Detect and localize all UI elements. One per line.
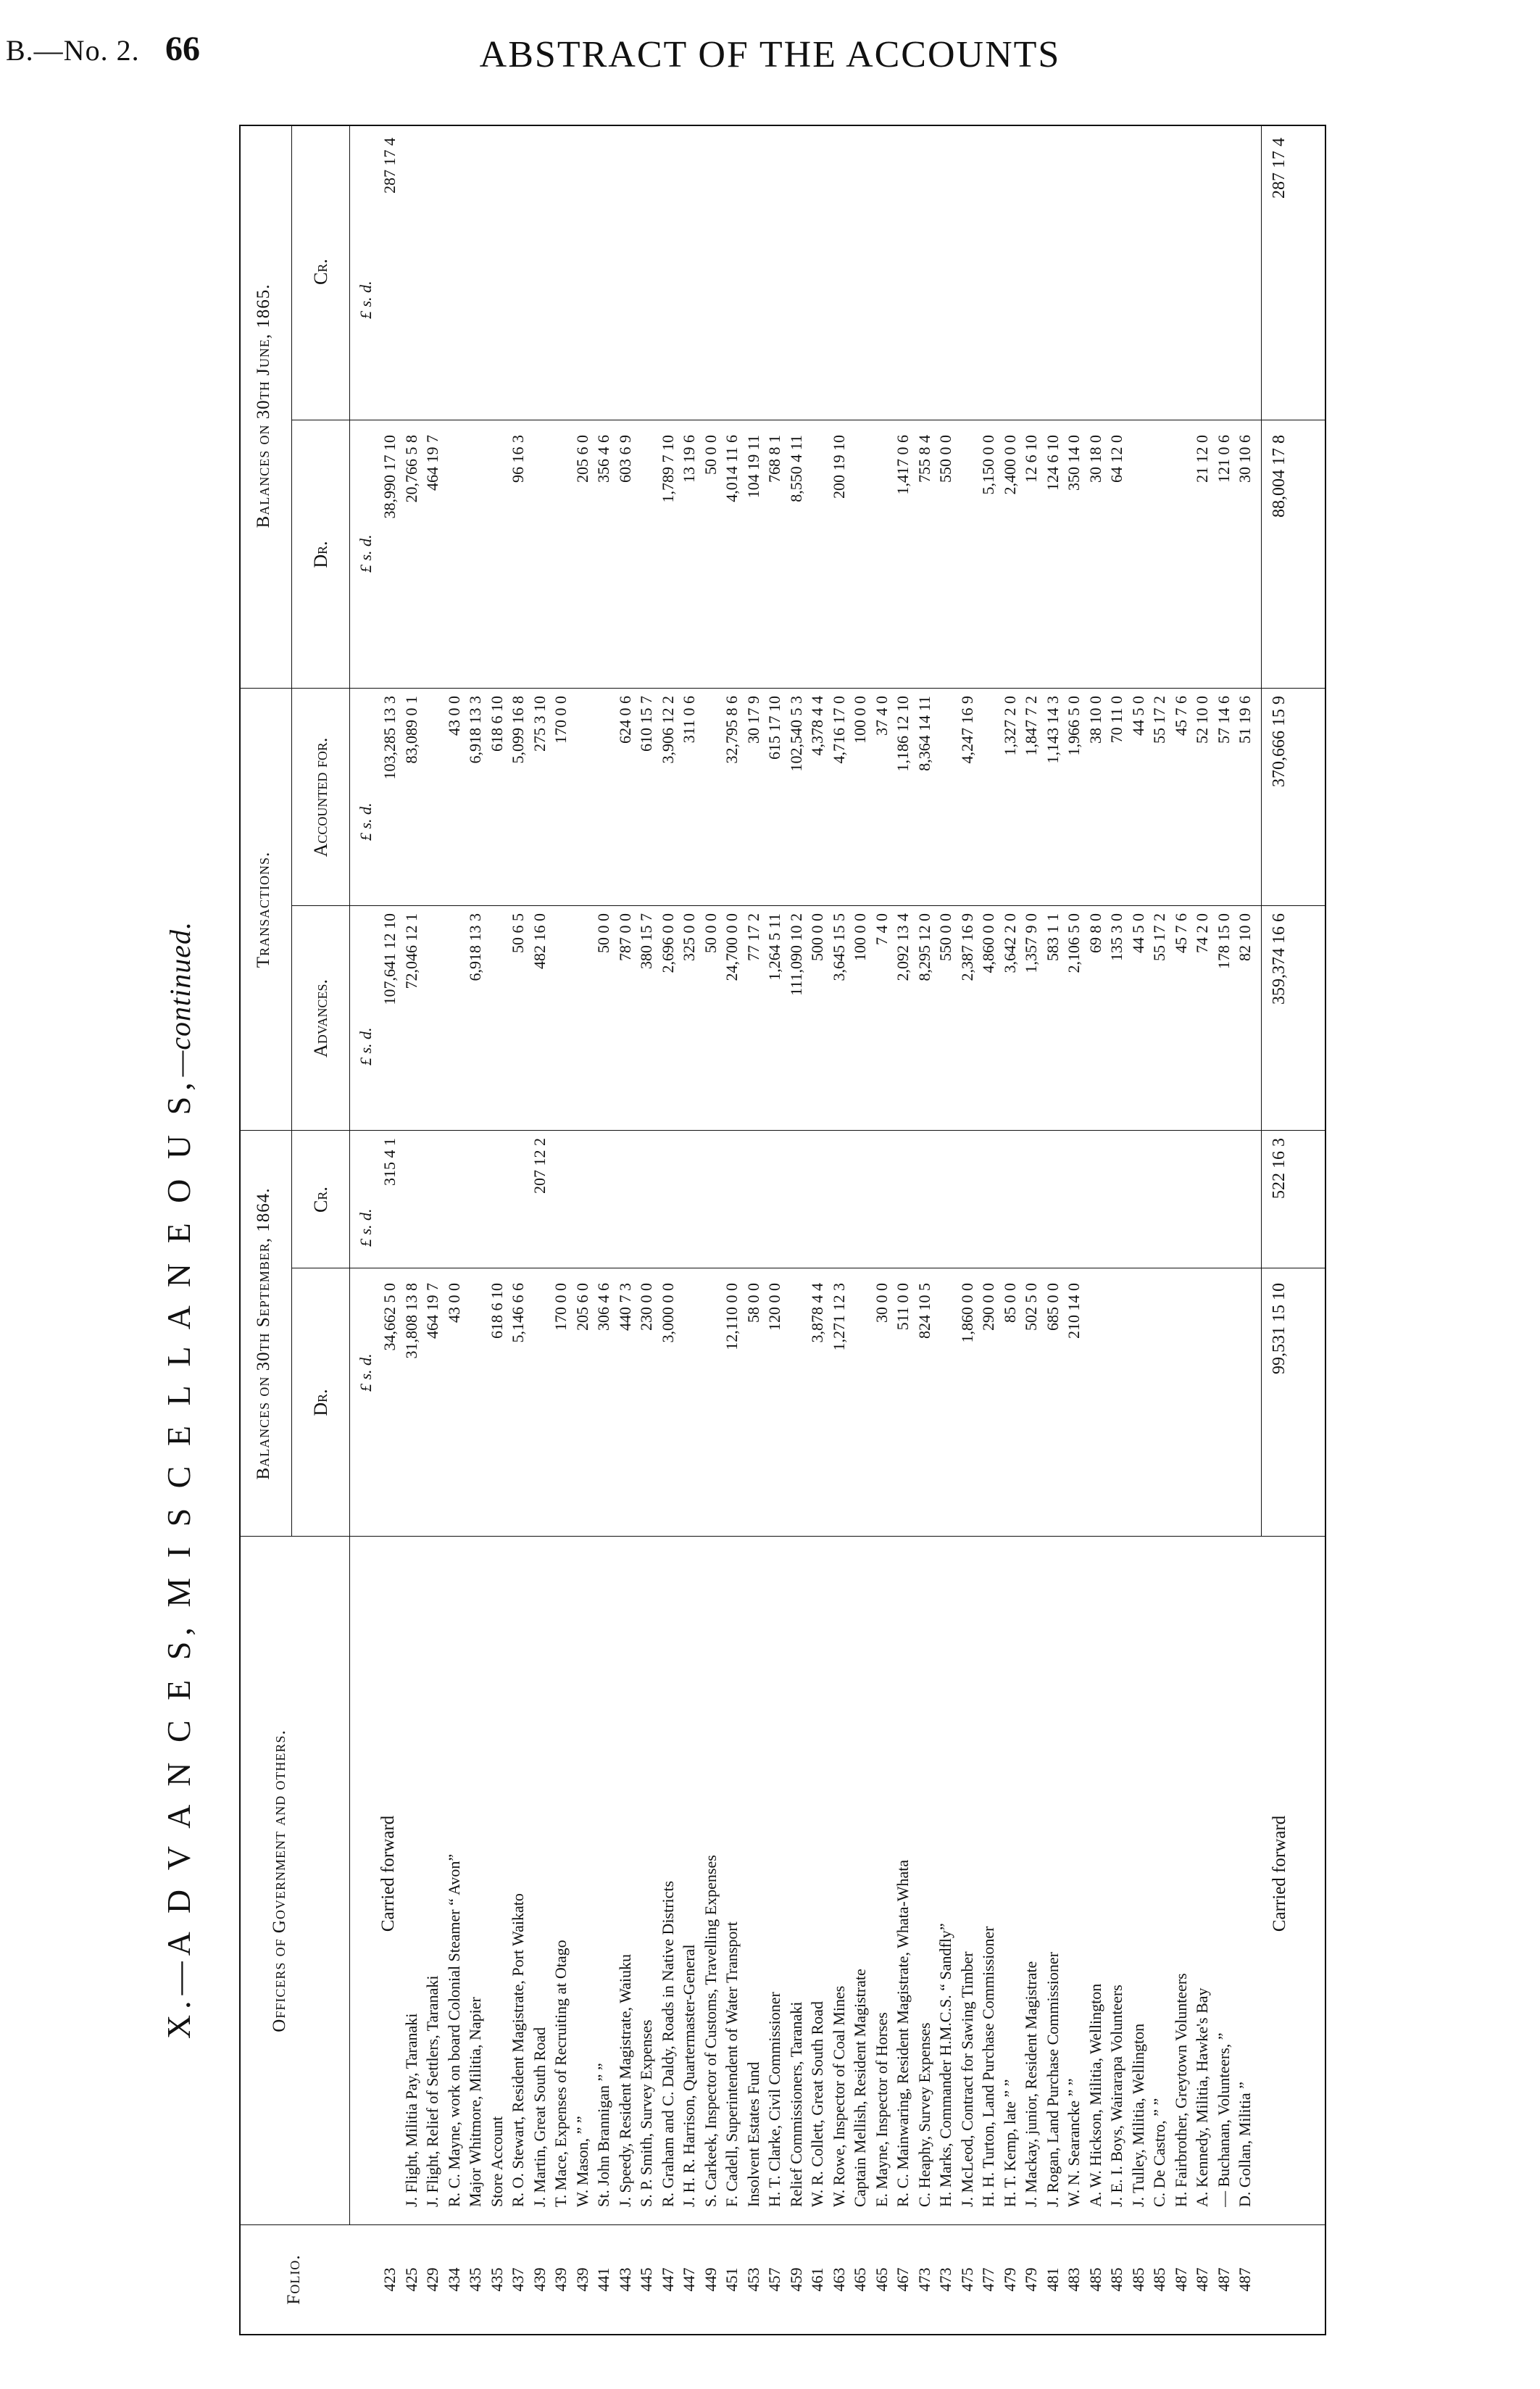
accounted-cell: 44 5 0 <box>1129 696 1147 736</box>
accounted-cell: 4,247 16 9 <box>958 696 976 764</box>
balance-1864-dr: 290 0 0 <box>979 1283 997 1331</box>
folio-cell: 485 <box>1107 2267 1125 2292</box>
balance-1865-dr: 21 12 0 <box>1193 435 1211 483</box>
section-title: X.—A D V A N C E S, M I S C E L L A N E O U S, <box>160 1076 197 2040</box>
folio-cell: 443 <box>616 2267 634 2292</box>
table-row <box>486 126 509 2334</box>
folio-cell: 439 <box>530 2267 549 2292</box>
balance-1864-dr: 12,110 0 0 <box>723 1283 741 1350</box>
total-bal64-dr: 99,531 15 10 <box>1270 1283 1289 1374</box>
advances-cell: 583 1 1 <box>1044 913 1062 961</box>
officer-name: W. Rowe, Inspector of Coal Mines <box>830 1985 848 2207</box>
total-bal65-cr: 287 17 4 <box>1270 138 1289 199</box>
accounted-cell: 1,327 2 0 <box>1001 696 1019 756</box>
advances-cell: 3,645 15 5 <box>830 913 848 981</box>
folio-cell: 449 <box>702 2267 720 2292</box>
table-row <box>507 126 530 2334</box>
accounted-cell: 43 0 0 <box>445 696 463 736</box>
balance-1865-dr: 104 19 11 <box>744 435 762 499</box>
advances-cell: 3,642 2 0 <box>1001 913 1019 973</box>
officer-name: C. Heaphy, Survey Expenses <box>915 2022 933 2207</box>
advances-cell: 1,357 9 0 <box>1022 913 1040 973</box>
accounted-cell: 37 4 0 <box>873 696 891 736</box>
advances-cell: 111,090 10 2 <box>787 913 805 996</box>
rule <box>349 126 350 2225</box>
advances-cell: 8,295 12 0 <box>915 913 933 981</box>
officer-name: H. Marks, Commander H.M.C.S. “ Sandfly” <box>936 1923 954 2207</box>
balance-1864-dr: 170 0 0 <box>552 1283 570 1331</box>
balances-1865-header: Balances on 30th June, 1865. <box>254 283 273 528</box>
accounted-cell: 1,966 5 0 <box>1065 696 1083 756</box>
table-row <box>378 126 401 2334</box>
balance-1864-dr: 31,808 13 8 <box>402 1283 420 1359</box>
table-row <box>614 126 637 2334</box>
folio-cell: 459 <box>787 2267 805 2292</box>
advances-header: Advances. <box>310 979 331 1058</box>
officer-name: J. Speedy, Resident Magistrate, Waiuku <box>616 1954 634 2207</box>
balance-1865-dr: 200 19 10 <box>830 435 848 499</box>
folio-cell: 487 <box>1193 2267 1211 2292</box>
officer-name: T. Mace, Expenses of Recruiting at Otago <box>552 1940 570 2207</box>
balance-1864-dr: 618 6 10 <box>488 1283 506 1339</box>
folio-cell: 441 <box>594 2267 612 2292</box>
table-row <box>849 126 872 2334</box>
advances-cell: 500 0 0 <box>808 913 826 961</box>
unit-label: £ s. d. <box>357 1353 375 1392</box>
officer-name: D. Gollan, Militia ” <box>1236 2082 1254 2207</box>
balance-1865-cr: 287 17 4 <box>380 138 399 194</box>
table-row <box>934 126 957 2334</box>
folio-cell: 423 <box>380 2267 399 2292</box>
balance-1865-dr: 550 0 0 <box>936 435 954 483</box>
accounted-cell: 618 6 10 <box>488 696 506 752</box>
folio-cell: 453 <box>744 2267 762 2292</box>
advances-cell: 482 16 0 <box>530 913 549 969</box>
table-row <box>1041 126 1065 2334</box>
officer-name: J. E. I. Boys, Wairarapa Volunteers <box>1107 1985 1125 2207</box>
balance-1864-dr: 230 0 0 <box>637 1283 655 1331</box>
officer-name: J. Flight, Relief of Settlers, Taranaki <box>423 1975 441 2207</box>
balance-1864-dr: 306 4 6 <box>594 1283 612 1331</box>
accounted-cell: 103,285 13 3 <box>380 696 399 780</box>
accounted-cell: 3,906 12 2 <box>659 696 677 764</box>
table-row <box>464 126 487 2334</box>
table-row <box>977 126 1000 2334</box>
dr-1864-header: Dr. <box>310 1389 331 1416</box>
accounted-cell: 38 10 0 <box>1086 696 1104 744</box>
balance-1865-dr: 124 6 10 <box>1044 435 1062 491</box>
table-row <box>999 126 1022 2334</box>
folio-cell: 487 <box>1172 2267 1190 2292</box>
table-row <box>549 126 573 2334</box>
officer-name: H. T. Kemp, late ” ” <box>1001 2079 1019 2207</box>
accounted-cell: 57 14 6 <box>1215 696 1233 744</box>
page-number: 66 <box>165 30 200 68</box>
officer-name: E. Mayne, Inspector of Horses <box>873 2012 891 2207</box>
balance-1864-dr: 5,146 6 6 <box>509 1283 527 1343</box>
officer-name: R. O. Stewart, Resident Magistrate, Port Waikato <box>509 1893 527 2207</box>
section-heading <box>159 625 198 2335</box>
balance-1865-dr: 205 6 0 <box>573 435 591 483</box>
balance-1865-dr: 121 0 6 <box>1215 435 1233 483</box>
total-bal64-cr: 522 16 3 <box>1270 1138 1289 1199</box>
balance-1865-dr: 1,789 7 10 <box>659 435 677 503</box>
accounted-cell: 615 17 10 <box>765 696 783 760</box>
balance-1865-dr: 8,550 4 11 <box>787 435 805 502</box>
cr-1865-header: Cr. <box>310 259 331 285</box>
folio-cell: 485 <box>1150 2267 1168 2292</box>
accounted-cell: 1,143 14 3 <box>1044 696 1062 764</box>
officer-name: A. Kennedy, Militia, Hawke's Bay <box>1193 1987 1211 2207</box>
rotated-table-page <box>152 117 1341 2335</box>
advances-cell: 1,264 5 11 <box>765 913 783 981</box>
balance-1864-dr: 43 0 0 <box>445 1283 463 1323</box>
folio-cell: 439 <box>552 2267 570 2292</box>
advances-cell: 2,092 13 4 <box>894 913 912 981</box>
table-row <box>1191 126 1214 2334</box>
folio-cell: 439 <box>573 2267 591 2292</box>
folio-cell: 485 <box>1129 2267 1147 2292</box>
officer-name: Insolvent Estates Fund <box>744 2061 762 2207</box>
table-row <box>421 126 444 2334</box>
officer-name: — Buchanan, Volunteers, ” <box>1215 2032 1233 2207</box>
running-title: ABSTRACT OF THE ACCOUNTS <box>479 34 1061 75</box>
balance-1864-dr: 1,860 0 0 <box>958 1283 976 1343</box>
folio-cell: 473 <box>915 2267 933 2292</box>
advances-cell: 55 17 2 <box>1150 913 1168 961</box>
accounted-cell: 70 11 0 <box>1107 696 1125 744</box>
folio-cell: 461 <box>808 2267 826 2292</box>
balance-1864-dr: 3,000 0 0 <box>659 1283 677 1343</box>
balance-1864-dr: 1,271 12 3 <box>830 1283 848 1351</box>
officer-name: J. Flight, Militia Pay, Taranaki <box>402 2013 420 2207</box>
advances-cell: 100 0 0 <box>851 913 869 961</box>
folio-cell: 477 <box>979 2267 997 2292</box>
accounted-cell: 6,918 13 3 <box>466 696 484 764</box>
officer-name: J. Martin, Great South Road <box>530 2027 549 2207</box>
accounted-cell: 170 0 0 <box>552 696 570 744</box>
table-row <box>1062 126 1086 2334</box>
unit-label: £ s. d. <box>357 1208 375 1247</box>
accounted-cell: 30 17 9 <box>744 696 762 744</box>
accounted-cell: 45 7 6 <box>1172 696 1190 736</box>
balance-1865-dr: 30 18 0 <box>1086 435 1104 483</box>
officer-name: W. Mason, ” ” <box>573 2116 591 2207</box>
folio-cell: 465 <box>851 2267 869 2292</box>
accounted-cell: 4,716 17 0 <box>830 696 848 764</box>
dr-1865-header: Dr. <box>310 541 331 568</box>
balance-1864-dr: 502 5 0 <box>1022 1283 1040 1331</box>
balance-1865-dr: 356 4 6 <box>594 435 612 483</box>
officer-name: J. H. R. Harrison, Quartermaster-General <box>680 1944 698 2207</box>
officer-name: Store Account <box>488 2116 506 2207</box>
table-row <box>870 126 894 2334</box>
balance-1865-dr: 4,014 11 6 <box>723 435 741 502</box>
balance-1864-dr: 34,662 5 0 <box>380 1283 399 1351</box>
table-row <box>1233 126 1257 2334</box>
folio-cell: 487 <box>1236 2267 1254 2292</box>
officer-name: F. Cadell, Superintendent of Water Transport <box>723 1921 741 2207</box>
document-reference: B.—No. 2. <box>6 34 140 67</box>
balance-1865-dr: 96 16 3 <box>509 435 527 483</box>
advances-cell: 325 0 0 <box>680 913 698 961</box>
accounted-cell: 83,089 0 1 <box>402 696 420 764</box>
advances-cell: 44 5 0 <box>1129 913 1147 953</box>
officer-name: St. John Brannigan ” ” <box>594 2063 612 2207</box>
folio-cell: 437 <box>509 2267 527 2292</box>
unit-label: £ s. d. <box>357 1027 375 1065</box>
balance-1865-dr: 1,417 0 6 <box>894 435 912 495</box>
folio-cell: 451 <box>723 2267 741 2292</box>
accounted-cell: 610 15 7 <box>637 696 655 752</box>
advances-cell: 178 15 0 <box>1215 913 1233 969</box>
table-row <box>1212 126 1236 2334</box>
folio-header: Folio. <box>284 2254 304 2305</box>
table-row <box>1148 126 1171 2334</box>
section-continued: —continued. <box>164 921 196 1077</box>
advances-cell: 74 2 0 <box>1193 913 1211 953</box>
unit-label: £ s. d. <box>357 802 375 841</box>
officer-name: H. H. Turton, Land Purchase Commissioner <box>979 1926 997 2207</box>
advances-cell: 380 15 7 <box>637 913 655 969</box>
officers-header: Officers of Government and others. <box>270 1729 289 2032</box>
folio-cell: 487 <box>1215 2267 1233 2292</box>
advances-cell: 50 0 0 <box>702 913 720 953</box>
balance-1865-dr: 464 19 7 <box>423 435 441 491</box>
accounted-cell: 8,364 14 11 <box>915 696 933 771</box>
accounted-cell: 100 0 0 <box>851 696 869 744</box>
table-row <box>571 126 594 2334</box>
unit-label: £ s. d. <box>357 281 375 319</box>
balance-1865-dr: 38,990 17 10 <box>380 435 399 519</box>
balance-1865-dr: 350 14 0 <box>1065 435 1083 491</box>
officer-name: Major Whitmore, Militia, Napier <box>466 1997 484 2207</box>
balance-1865-dr: 30 10 6 <box>1236 435 1254 483</box>
table-row <box>1127 126 1150 2334</box>
table-row <box>720 126 744 2334</box>
officer-name: R. C. Mayne, work on board Colonial Steamer “ Avon” <box>445 1853 463 2207</box>
balance-1864-dr: 58 0 0 <box>744 1283 762 1323</box>
folio-cell: 479 <box>1001 2267 1019 2292</box>
advances-cell: 24,700 0 0 <box>723 913 741 981</box>
advances-cell: 2,387 16 9 <box>958 913 976 981</box>
officer-name: A. W. Hickson, Militia, Wellington <box>1086 1983 1104 2207</box>
table-row <box>913 126 936 2334</box>
officer-name: Relief Commissioners, Taranaki <box>787 2001 805 2207</box>
carried-forward-label: Carried forward <box>378 1815 398 1932</box>
unit-label: £ s. d. <box>357 534 375 573</box>
accounted-cell: 311 0 6 <box>680 696 698 744</box>
folio-cell: 475 <box>958 2267 976 2292</box>
advances-cell: 2,106 5 0 <box>1065 913 1083 973</box>
table-row <box>635 126 658 2334</box>
officer-name: W. N. Searancke ” ” <box>1065 2078 1083 2207</box>
accounted-cell: 4,378 4 4 <box>808 696 826 756</box>
folio-cell: 447 <box>680 2267 698 2292</box>
accounted-cell: 55 17 2 <box>1150 696 1168 744</box>
balance-1864-cr: 207 12 2 <box>530 1138 549 1194</box>
balance-1865-dr: 768 8 1 <box>765 435 783 483</box>
table-row <box>891 126 915 2334</box>
folio-cell: 425 <box>402 2267 420 2292</box>
advances-cell: 107,641 12 10 <box>380 913 399 1005</box>
balance-1865-dr: 20,766 5 8 <box>402 435 420 503</box>
advances-cell: 787 0 0 <box>616 913 634 961</box>
officer-name: J. McLeod, Contract for Sawing Timber <box>958 1951 976 2207</box>
officer-name: R. Graham and C. Daldy, Roads in Native Districts <box>659 1880 677 2207</box>
officer-name: S. P. Smith, Survey Expenses <box>637 2019 655 2207</box>
folio-cell: 435 <box>488 2267 506 2292</box>
balance-1864-dr: 440 7 3 <box>616 1283 634 1331</box>
rule <box>291 126 292 1537</box>
advances-cell: 50 0 0 <box>594 913 612 953</box>
transactions-header: Transactions. <box>254 851 273 968</box>
accounted-cell: 1,186 12 10 <box>894 696 912 772</box>
accounted-cell: 52 10 0 <box>1193 696 1211 744</box>
table-row <box>763 126 786 2334</box>
advances-cell: 45 7 6 <box>1172 913 1190 953</box>
balance-1865-dr: 755 8 4 <box>915 435 933 483</box>
balance-1864-dr: 205 6 0 <box>573 1283 591 1331</box>
officer-name: W. R. Collett, Great South Road <box>808 2001 826 2207</box>
advances-cell: 2,696 0 0 <box>659 913 677 973</box>
accounted-cell: 51 19 6 <box>1236 696 1254 744</box>
officer-name: J. Tulley, Militia, Wellington <box>1129 2023 1147 2207</box>
balance-1864-dr: 85 0 0 <box>1001 1283 1019 1323</box>
advances-cell: 550 0 0 <box>936 913 954 961</box>
accounted-cell: 624 0 6 <box>616 696 634 744</box>
balance-1864-dr: 685 0 0 <box>1044 1283 1062 1331</box>
folio-cell: 481 <box>1044 2267 1062 2292</box>
folio-cell: 485 <box>1086 2267 1104 2292</box>
balance-1864-dr: 120 0 0 <box>765 1283 783 1331</box>
balance-1864-dr: 210 14 0 <box>1065 1283 1083 1339</box>
table-row <box>699 126 723 2334</box>
table-row <box>785 126 808 2334</box>
balance-1865-dr: 12 6 10 <box>1022 435 1040 483</box>
folio-cell: 467 <box>894 2267 912 2292</box>
table-row <box>528 126 552 2334</box>
cr-1864-header: Cr. <box>310 1187 331 1213</box>
folio-cell: 473 <box>936 2267 954 2292</box>
total-accounted: 370,666 15 9 <box>1270 696 1289 787</box>
balance-1865-dr: 64 12 0 <box>1107 435 1125 483</box>
advances-cell: 135 3 0 <box>1107 913 1125 961</box>
total-bal65-dr: 88,004 17 8 <box>1270 435 1289 518</box>
accounted-cell: 275 3 10 <box>530 696 549 752</box>
table-row <box>806 126 829 2334</box>
advances-cell: 77 17 2 <box>744 913 762 961</box>
table-row <box>678 126 701 2334</box>
table-row <box>956 126 979 2334</box>
table-row <box>657 126 680 2334</box>
advances-cell: 82 10 0 <box>1236 913 1254 961</box>
officer-name: H. Fairbrother, Greytown Volunteers <box>1172 1973 1190 2207</box>
table-row <box>1084 126 1107 2334</box>
folio-cell: 457 <box>765 2267 783 2292</box>
balance-1864-dr: 511 0 0 <box>894 1283 912 1331</box>
accounted-cell: 1,847 7 2 <box>1022 696 1040 756</box>
folio-cell: 435 <box>466 2267 484 2292</box>
table-row <box>400 126 423 2334</box>
folio-cell: 463 <box>830 2267 848 2292</box>
balance-1865-dr: 50 0 0 <box>702 435 720 475</box>
balance-1865-dr: 603 6 9 <box>616 435 634 483</box>
table-row <box>1105 126 1128 2334</box>
folio-cell: 434 <box>445 2267 463 2292</box>
table-row <box>1020 126 1043 2334</box>
balance-1864-cr: 315 4 1 <box>380 1138 399 1186</box>
folio-cell: 447 <box>659 2267 677 2292</box>
folio-cell: 445 <box>637 2267 655 2292</box>
advances-cell: 72,046 12 1 <box>402 913 420 989</box>
officer-name: C. De Castro, ” ” <box>1150 2098 1168 2207</box>
table-row <box>828 126 851 2334</box>
officer-name: J. Rogan, Land Purchase Commissioner <box>1044 1952 1062 2207</box>
balance-1865-dr: 2,400 0 0 <box>1001 435 1019 495</box>
officer-name: H. T. Clarke, Civil Commissioner <box>765 1992 783 2207</box>
table-row <box>742 126 765 2334</box>
officer-name: Captain Mellish, Resident Magistrate <box>851 1969 869 2207</box>
balance-1864-dr: 3,878 4 4 <box>808 1283 826 1343</box>
balance-1864-dr: 824 10 5 <box>915 1283 933 1339</box>
folio-cell: 483 <box>1065 2267 1083 2292</box>
advances-cell: 69 8 0 <box>1086 913 1104 953</box>
accounted-cell: 32,795 8 6 <box>723 696 741 764</box>
table-row <box>443 126 466 2334</box>
balance-1864-dr: 464 19 7 <box>423 1283 441 1339</box>
officer-name: J. Mackay, junior, Resident Magistrate <box>1022 1961 1040 2207</box>
total-advances: 359,374 16 6 <box>1270 913 1289 1005</box>
balance-1865-dr: 5,150 0 0 <box>979 435 997 495</box>
advances-cell: 6,918 13 3 <box>466 913 484 981</box>
officer-name: S. Carkeek, Inspector of Customs, Travelling Expenses <box>702 1855 720 2207</box>
accounted-cell: 102,540 5 3 <box>787 696 805 772</box>
balances-1864-header: Balances on 30th September, 1864. <box>254 1187 273 1480</box>
table-row <box>592 126 615 2334</box>
folio-cell: 429 <box>423 2267 441 2292</box>
rule <box>1261 126 1262 1537</box>
accounted-header: Accounted for. <box>310 737 331 857</box>
officer-name: R. C. Mainwaring, Resident Magistrate, Whata-Whata <box>894 1859 912 2207</box>
balance-1864-dr: 30 0 0 <box>873 1283 891 1323</box>
balance-1865-dr: 13 19 6 <box>680 435 698 483</box>
folio-cell: 479 <box>1022 2267 1040 2292</box>
accounted-cell: 5,099 16 8 <box>509 696 527 764</box>
table-row <box>1170 126 1193 2334</box>
folio-cell: 465 <box>873 2267 891 2292</box>
accounts-table <box>239 125 1326 2335</box>
advances-cell: 50 6 5 <box>509 913 527 953</box>
advances-cell: 4,860 0 0 <box>979 913 997 973</box>
advances-cell: 7 4 0 <box>873 913 891 945</box>
totals-label: Carried forward <box>1270 1815 1289 1932</box>
